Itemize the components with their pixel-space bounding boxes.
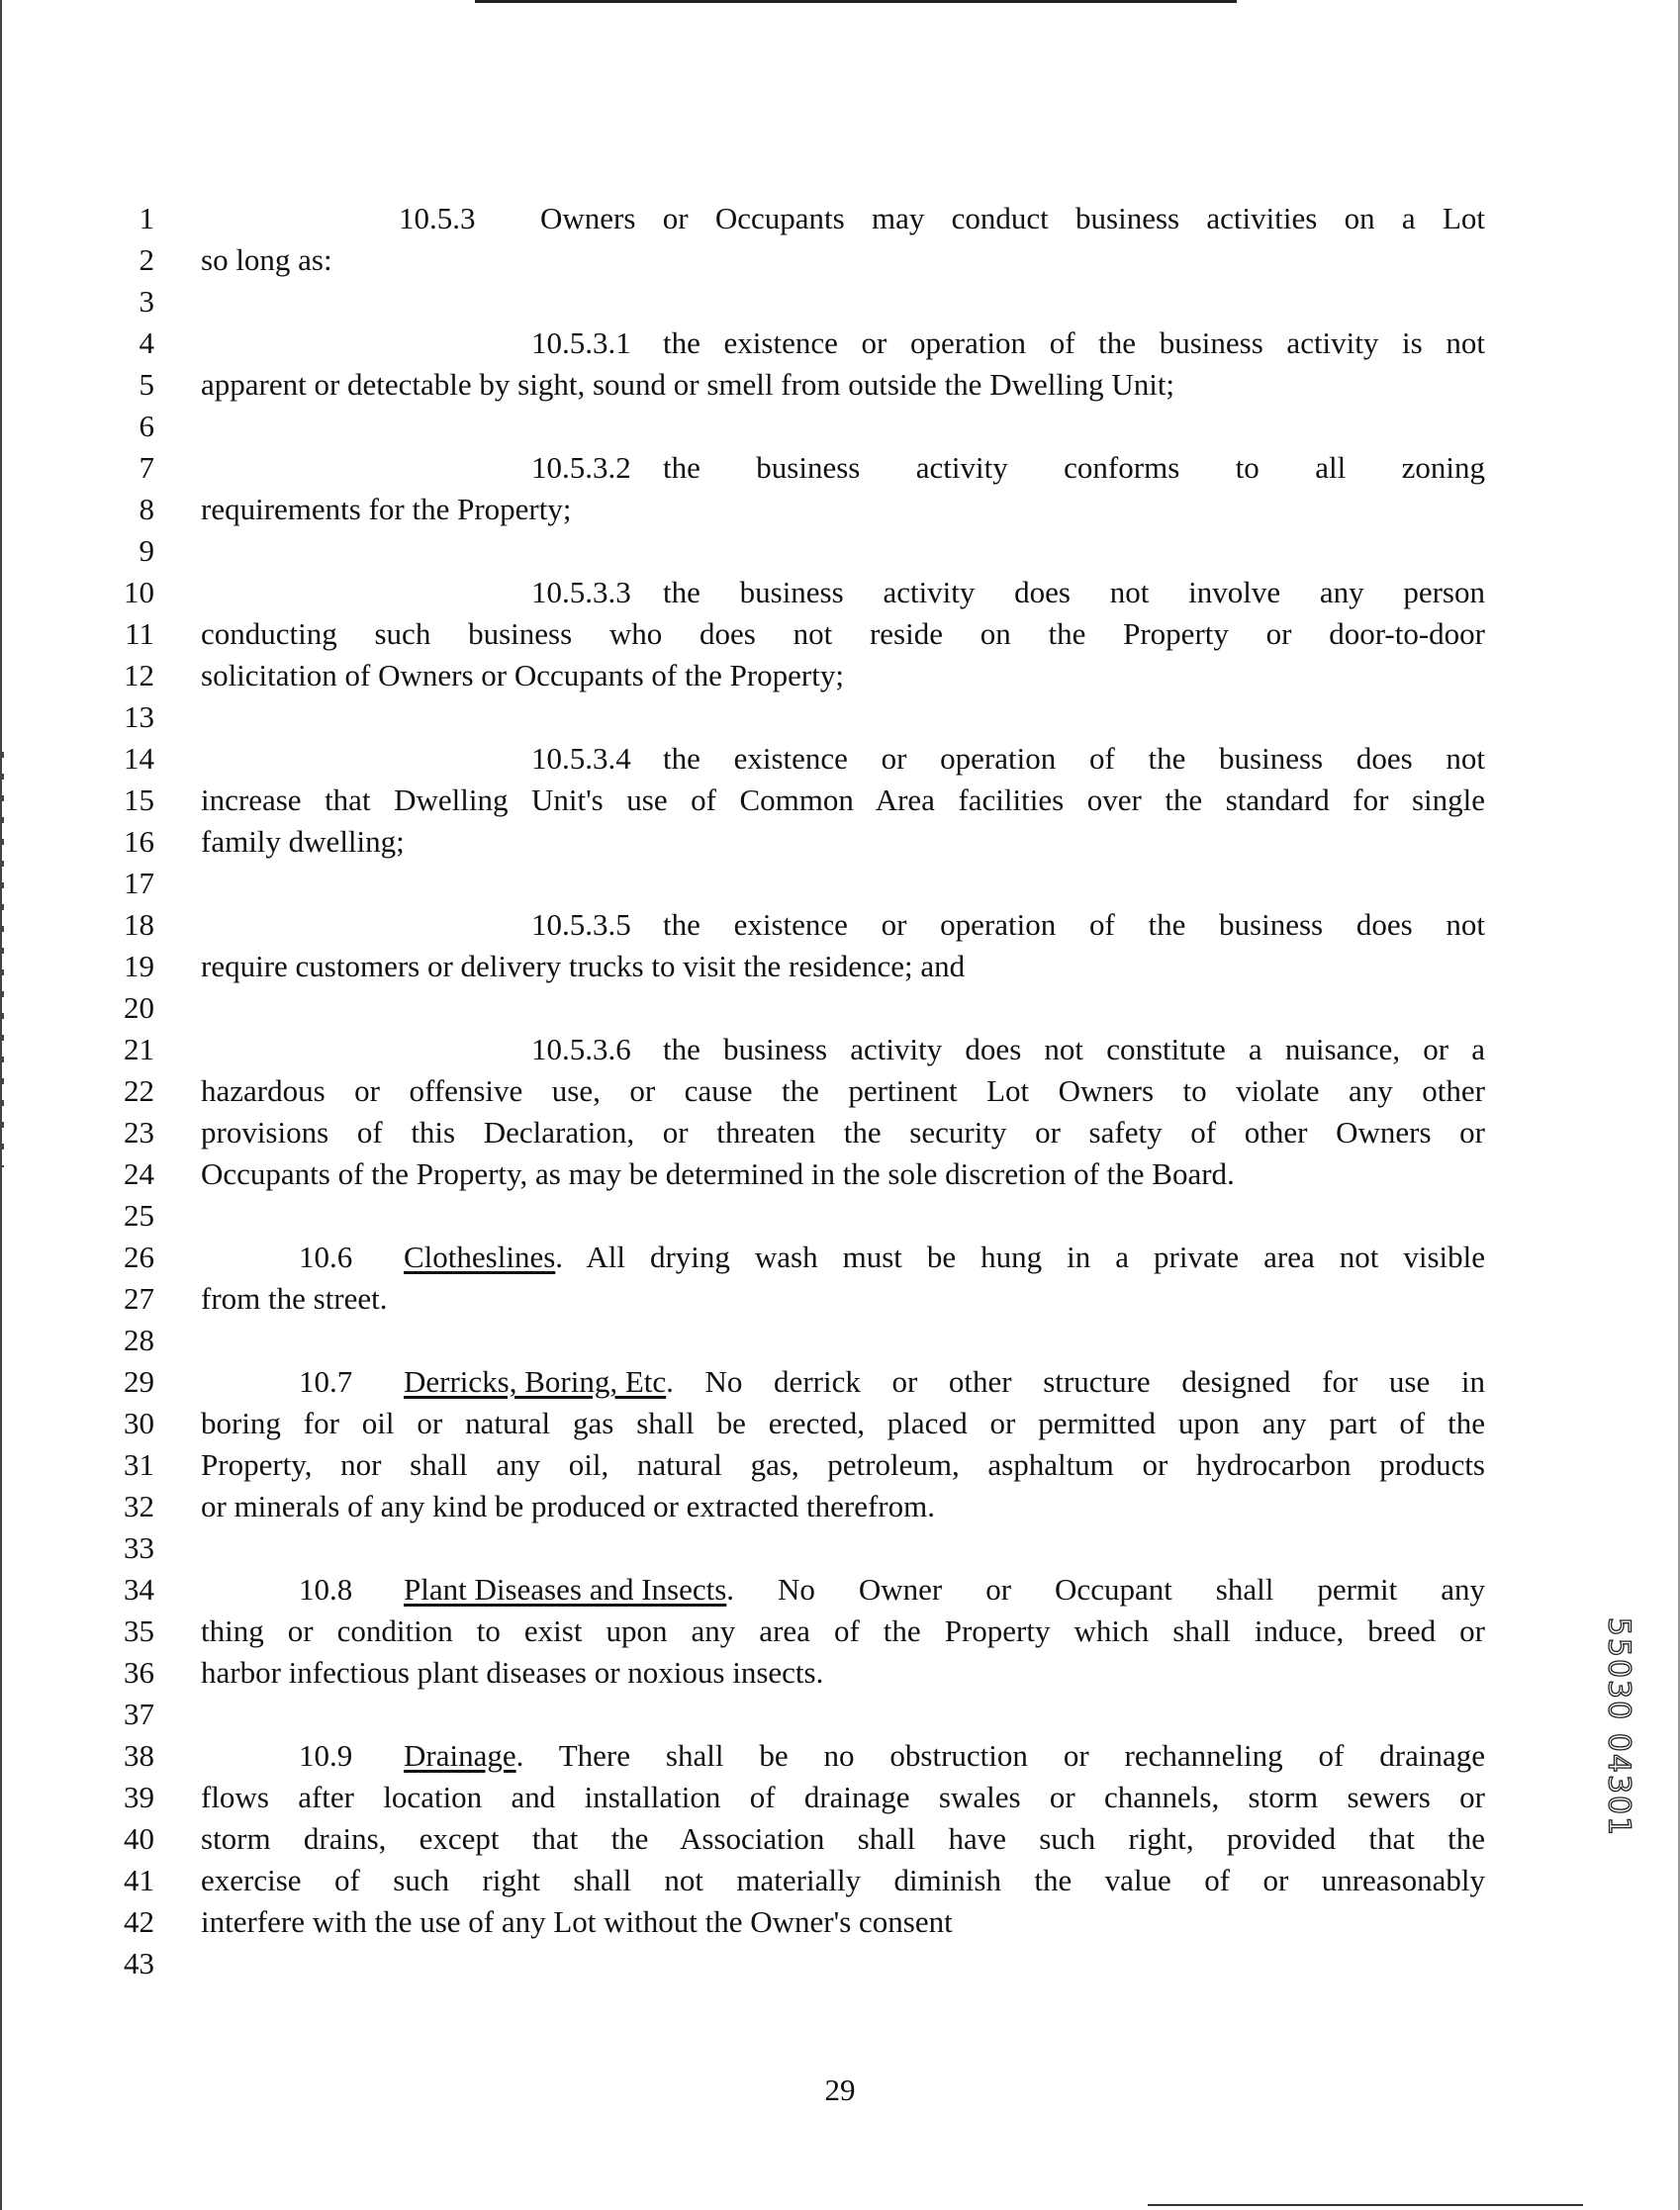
section-10-5-3-4-line-3: family dwelling; [201,824,405,859]
line-number: 20 [124,990,154,1025]
line-number: 5 [139,367,154,402]
section-10-7-line-4: or minerals of any kind be produced or extracted therefrom. [201,1489,935,1523]
line-number: 39 [124,1780,154,1814]
line-number: 25 [124,1198,154,1233]
section-10-5-3-4-line-2: increase that Dwelling Unit's use of Common Area facilities over the standard for single [201,783,1485,817]
section-10-5-3-line-2: so long as: [201,242,332,277]
section-number: 10.7 [299,1364,353,1399]
section-number: 10.5.3.5 [531,907,631,942]
section-10-8-line-2: thing or condition to exist upon any area of the Property which shall induce, breed or [201,1613,1485,1648]
section-10-7-line-2: boring for oil or natural gas shall be erected, placed or permitted upon any part of the [201,1406,1485,1440]
line-number: 13 [124,699,154,734]
line-number: 4 [139,325,154,360]
section-10-5-3-4-line-1 [201,738,1485,780]
recording-stamp-text: 55030 04301 [1601,1616,1636,1838]
page-number: 29 [824,2072,856,2107]
section-10-7-line-3: Property, nor shall any oil, natural gas, petroleum, asphaltum or hydrocarbon products [201,1447,1485,1482]
section-number: 10.6 [299,1240,353,1274]
line-number: 30 [124,1406,154,1440]
section-10-5-3-2-line-2: requirements for the Property; [201,492,572,526]
line-number: 29 [124,1364,154,1399]
section-10-5-3-1-line-2: apparent or detectable by sight, sound or smell from outside the Dwelling Unit; [201,367,1175,402]
section-heading: Clotheslines [404,1240,556,1274]
top-rule [475,0,1237,3]
section-text: . No Owner or Occupant shall permit any [726,1572,1485,1607]
section-10-5-3-3-line-2: conducting such business who does not reside on the Property or door-to-door [201,616,1485,651]
line-number: 12 [124,658,154,692]
line-number: 37 [124,1697,154,1731]
line-number: 27 [124,1281,154,1316]
line-number: 2 [139,242,154,277]
line-number: 32 [124,1489,154,1523]
section-heading: Derricks, Boring, Etc [404,1364,667,1399]
line-number: 17 [124,866,154,900]
section-10-7-line-1 [201,1361,1485,1403]
line-number: 1 [139,201,154,235]
section-number: 10.5.3 [399,201,476,235]
section-text: the business activity conforms to all zoning [663,450,1485,485]
line-number: 10 [124,575,154,609]
line-number: 41 [124,1863,154,1897]
section-10-5-3-6-line-1 [201,1029,1485,1070]
line-number: 18 [124,907,154,942]
section-number: 10.9 [299,1738,353,1773]
section-number: 10.5.3.6 [531,1032,631,1066]
line-number: 36 [124,1655,154,1690]
section-number: 10.5.3.1 [531,325,631,360]
section-10-8-line-1 [201,1569,1485,1611]
line-number: 38 [124,1738,154,1773]
line-number: 33 [124,1530,154,1565]
section-10-9-line-1 [201,1735,1485,1777]
line-number: 15 [124,783,154,817]
section-10-6-line-2: from the street. [201,1281,388,1316]
line-number: 6 [139,409,154,443]
line-number: 22 [124,1073,154,1108]
line-number: 3 [139,284,154,319]
section-text: the existence or operation of the business activity is not [663,325,1485,360]
section-number: 10.5.3.2 [531,450,631,485]
section-10-9-line-5: interfere with the use of any Lot without the Owner's consent [201,1904,953,1939]
section-10-5-3-3-line-3: solicitation of Owners or Occupants of the Property; [201,658,844,692]
section-text: the existence or operation of the business does not [663,907,1485,942]
section-heading: Plant Diseases and Insects [404,1572,727,1607]
line-number: 7 [139,450,154,485]
line-number: 24 [124,1156,154,1191]
line-number: 21 [124,1032,154,1066]
section-text: the existence or operation of the business does not [663,741,1485,776]
section-10-8-line-3: harbor infectious plant diseases or noxious insects. [201,1655,824,1690]
section-10-5-3-6-line-2: hazardous or offensive use, or cause the pertinent Lot Owners to violate any other [201,1073,1485,1108]
line-number: 11 [125,616,154,651]
line-number: 40 [124,1821,154,1856]
section-10-5-3-6-line-3: provisions of this Declaration, or threaten the security or safety of other Owners or [201,1115,1485,1150]
section-10-5-3-3-line-1 [201,572,1485,613]
section-number: 10.5.3.3 [531,575,631,609]
line-number: 26 [124,1240,154,1274]
section-10-6-line-1 [201,1237,1485,1278]
section-10-9-line-2: flows after location and installation of drainage swales or channels, storm sewers or [201,1780,1485,1814]
section-text: Owners or Occupants may conduct business activities on a Lot [540,201,1485,235]
line-number: 14 [124,741,154,776]
section-10-9-line-3: storm drains, except that the Association shall have such right, provided that the [201,1821,1485,1856]
scan-marks [0,752,4,1167]
section-number: 10.5.3.4 [531,741,631,776]
section-10-5-3-1-line-1 [201,322,1485,364]
section-10-5-3-line-1 [201,198,1485,239]
section-10-5-3-5-line-2: require customers or delivery trucks to visit the residence; and [201,949,966,983]
bottom-rule [1148,2204,1583,2206]
line-number: 23 [124,1115,154,1150]
line-number: 8 [139,492,154,526]
section-text: . All drying wash must be hung in a private area not visible [555,1240,1485,1274]
section-10-5-3-6-line-4: Occupants of the Property, as may be determined in the sole discretion of the Board. [201,1156,1235,1191]
section-10-9-line-4: exercise of such right shall not materially diminish the value of or unreasonably [201,1863,1485,1897]
section-number: 10.8 [299,1572,353,1607]
section-text: . No derrick or other structure designed for use in [666,1364,1485,1399]
line-number: 43 [124,1946,154,1980]
section-10-5-3-2-line-1 [201,447,1485,489]
line-number: 9 [139,533,154,568]
line-number: 42 [124,1904,154,1939]
line-number: 19 [124,949,154,983]
line-number: 34 [124,1572,154,1607]
line-number: 28 [124,1323,154,1357]
section-text: . There shall be no obstruction or rechanneling of drainage [515,1738,1485,1773]
recording-stamp [1599,1589,1638,1866]
line-number: 16 [124,824,154,859]
section-text: the business activity does not involve any person [663,575,1485,609]
section-text: the business activity does not constitute a nuisance, or a [663,1032,1485,1066]
section-10-5-3-5-line-1 [201,904,1485,946]
line-number: 31 [124,1447,154,1482]
section-heading: Drainage [404,1738,516,1773]
line-number: 35 [124,1613,154,1648]
